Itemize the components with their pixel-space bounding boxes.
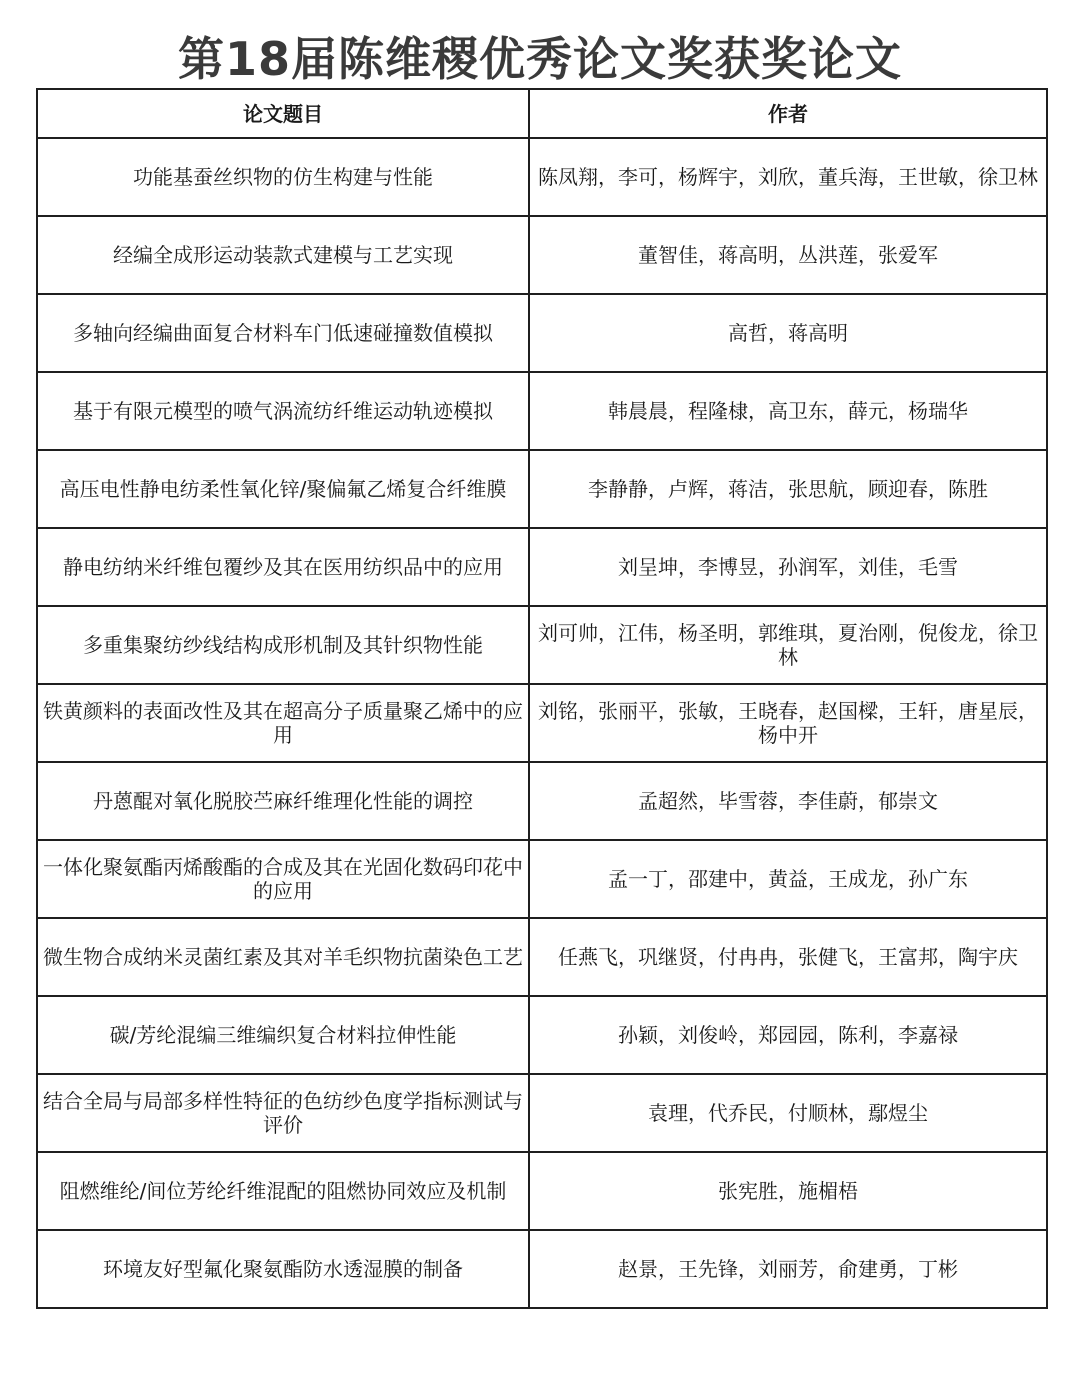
authors-cell: [529, 918, 1047, 996]
table-row: [37, 216, 1047, 294]
authors-cell: [529, 216, 1047, 294]
authors: 李静静，卢辉，蒋洁，张思航，顾迎春，陈胜: [588, 477, 988, 501]
paper-title-cell: [37, 606, 529, 684]
table-row: [37, 762, 1047, 840]
page-title: 第18届陈维稷优秀论文奖获奖论文: [177, 32, 902, 86]
table-row: [37, 918, 1047, 996]
paper-title: 阻燃维纶/间位芳纶纤维混配的阻燃协同效应及机制: [59, 1179, 507, 1203]
column-header-authors: 作者: [529, 89, 1047, 138]
authors: 孟超然，毕雪蓉，李佳蔚，郁崇文: [638, 789, 938, 813]
table-row: [37, 450, 1047, 528]
authors-cell: [529, 1152, 1047, 1230]
paper-title: 静电纺纳米纤维包覆纱及其在医用纺织品中的应用: [63, 555, 503, 579]
authors-cell: [529, 1074, 1047, 1152]
paper-title: 一体化聚氨酯丙烯酸酯的合成及其在光固化数码印花中的应用: [43, 855, 523, 903]
authors: 韩晨晨，程隆棣，高卫东，薛元，杨瑞华: [608, 399, 968, 423]
authors-cell: [529, 294, 1047, 372]
authors-cell: [529, 1230, 1047, 1308]
table-row: [37, 996, 1047, 1074]
paper-title-cell: [37, 684, 529, 762]
paper-title: 功能基蚕丝织物的仿生构建与性能: [133, 165, 433, 189]
paper-title-cell: [37, 1074, 529, 1152]
paper-title-cell: [37, 528, 529, 606]
authors: 张宪胜，施楣梧: [718, 1179, 858, 1203]
award-papers-table: [36, 88, 1048, 1309]
table-row: [37, 684, 1047, 762]
authors-cell: [529, 450, 1047, 528]
paper-title: 环境友好型氟化聚氨酯防水透湿膜的制备: [103, 1257, 463, 1281]
table-row: [37, 606, 1047, 684]
paper-title-cell: [37, 762, 529, 840]
paper-title: 基于有限元模型的喷气涡流纺纤维运动轨迹模拟: [73, 399, 493, 423]
paper-title-cell: [37, 294, 529, 372]
paper-title-cell: [37, 996, 529, 1074]
paper-title: 铁黄颜料的表面改性及其在超高分子质量聚乙烯中的应用: [43, 699, 523, 747]
authors: 袁理，代乔民，付顺林，鄢煜尘: [648, 1101, 928, 1125]
authors: 董智佳，蒋高明，丛洪莲，张爱军: [638, 243, 938, 267]
paper-title: 多重集聚纺纱线结构成形机制及其针织物性能: [83, 633, 483, 657]
authors: 任燕飞，巩继贤，付冉冉，张健飞，王富邦，陶宇庆: [558, 945, 1018, 969]
table-row: [37, 840, 1047, 918]
paper-title: 多轴向经编曲面复合材料车门低速碰撞数值模拟: [73, 321, 493, 345]
table-row: [37, 1152, 1047, 1230]
paper-title-cell: [37, 1152, 529, 1230]
authors-cell: [529, 138, 1047, 216]
authors-cell: [529, 528, 1047, 606]
authors-cell: [529, 372, 1047, 450]
authors: 孟一丁，邵建中，黄益，王成龙，孙广东: [608, 867, 968, 891]
authors-cell: [529, 996, 1047, 1074]
authors: 刘可帅，江伟，杨圣明，郭维琪，夏治刚，倪俊龙，徐卫林: [538, 621, 1038, 669]
paper-title-cell: [37, 840, 529, 918]
table-header-row: [37, 89, 1047, 138]
paper-title-cell: [37, 918, 529, 996]
paper-title: 高压电性静电纺柔性氧化锌/聚偏氟乙烯复合纤维膜: [59, 477, 507, 501]
table-row: [37, 138, 1047, 216]
paper-title: 丹蒽醌对氧化脱胶苎麻纤维理化性能的调控: [93, 789, 473, 813]
authors: 赵景，王先锋，刘丽芳，俞建勇，丁彬: [618, 1257, 958, 1281]
authors: 刘铭，张丽平，张敏，王晓春，赵国樑，王轩，唐星辰，杨中开: [538, 699, 1038, 747]
table-row: [37, 528, 1047, 606]
paper-title-cell: [37, 138, 529, 216]
table-row: [37, 1074, 1047, 1152]
paper-title-cell: [37, 216, 529, 294]
authors-cell: [529, 840, 1047, 918]
paper-title: 经编全成形运动装款式建模与工艺实现: [113, 243, 453, 267]
authors-cell: [529, 684, 1047, 762]
authors: 高哲，蒋高明: [728, 321, 848, 345]
paper-title-cell: [37, 372, 529, 450]
paper-title: 微生物合成纳米灵菌红素及其对羊毛织物抗菌染色工艺: [43, 945, 523, 969]
authors: 孙颖，刘俊岭，郑园园，陈利，李嘉禄: [618, 1023, 958, 1047]
table-row: [37, 372, 1047, 450]
paper-title-cell: [37, 450, 529, 528]
table-row: [37, 1230, 1047, 1308]
paper-title: 碳/芳纶混编三维编织复合材料拉伸性能: [109, 1023, 457, 1047]
authors: 刘呈坤，李博昱，孙润军，刘佳，毛雪: [618, 555, 958, 579]
paper-title-cell: [37, 1230, 529, 1308]
table-row: [37, 294, 1047, 372]
authors: 陈凤翔，李可，杨辉宇，刘欣，董兵海，王世敏，徐卫林: [538, 165, 1038, 189]
authors-cell: [529, 606, 1047, 684]
column-header-paper-title: 论文题目: [37, 89, 529, 138]
paper-title: 结合全局与局部多样性特征的色纺纱色度学指标测试与评价: [43, 1089, 523, 1137]
authors-cell: [529, 762, 1047, 840]
